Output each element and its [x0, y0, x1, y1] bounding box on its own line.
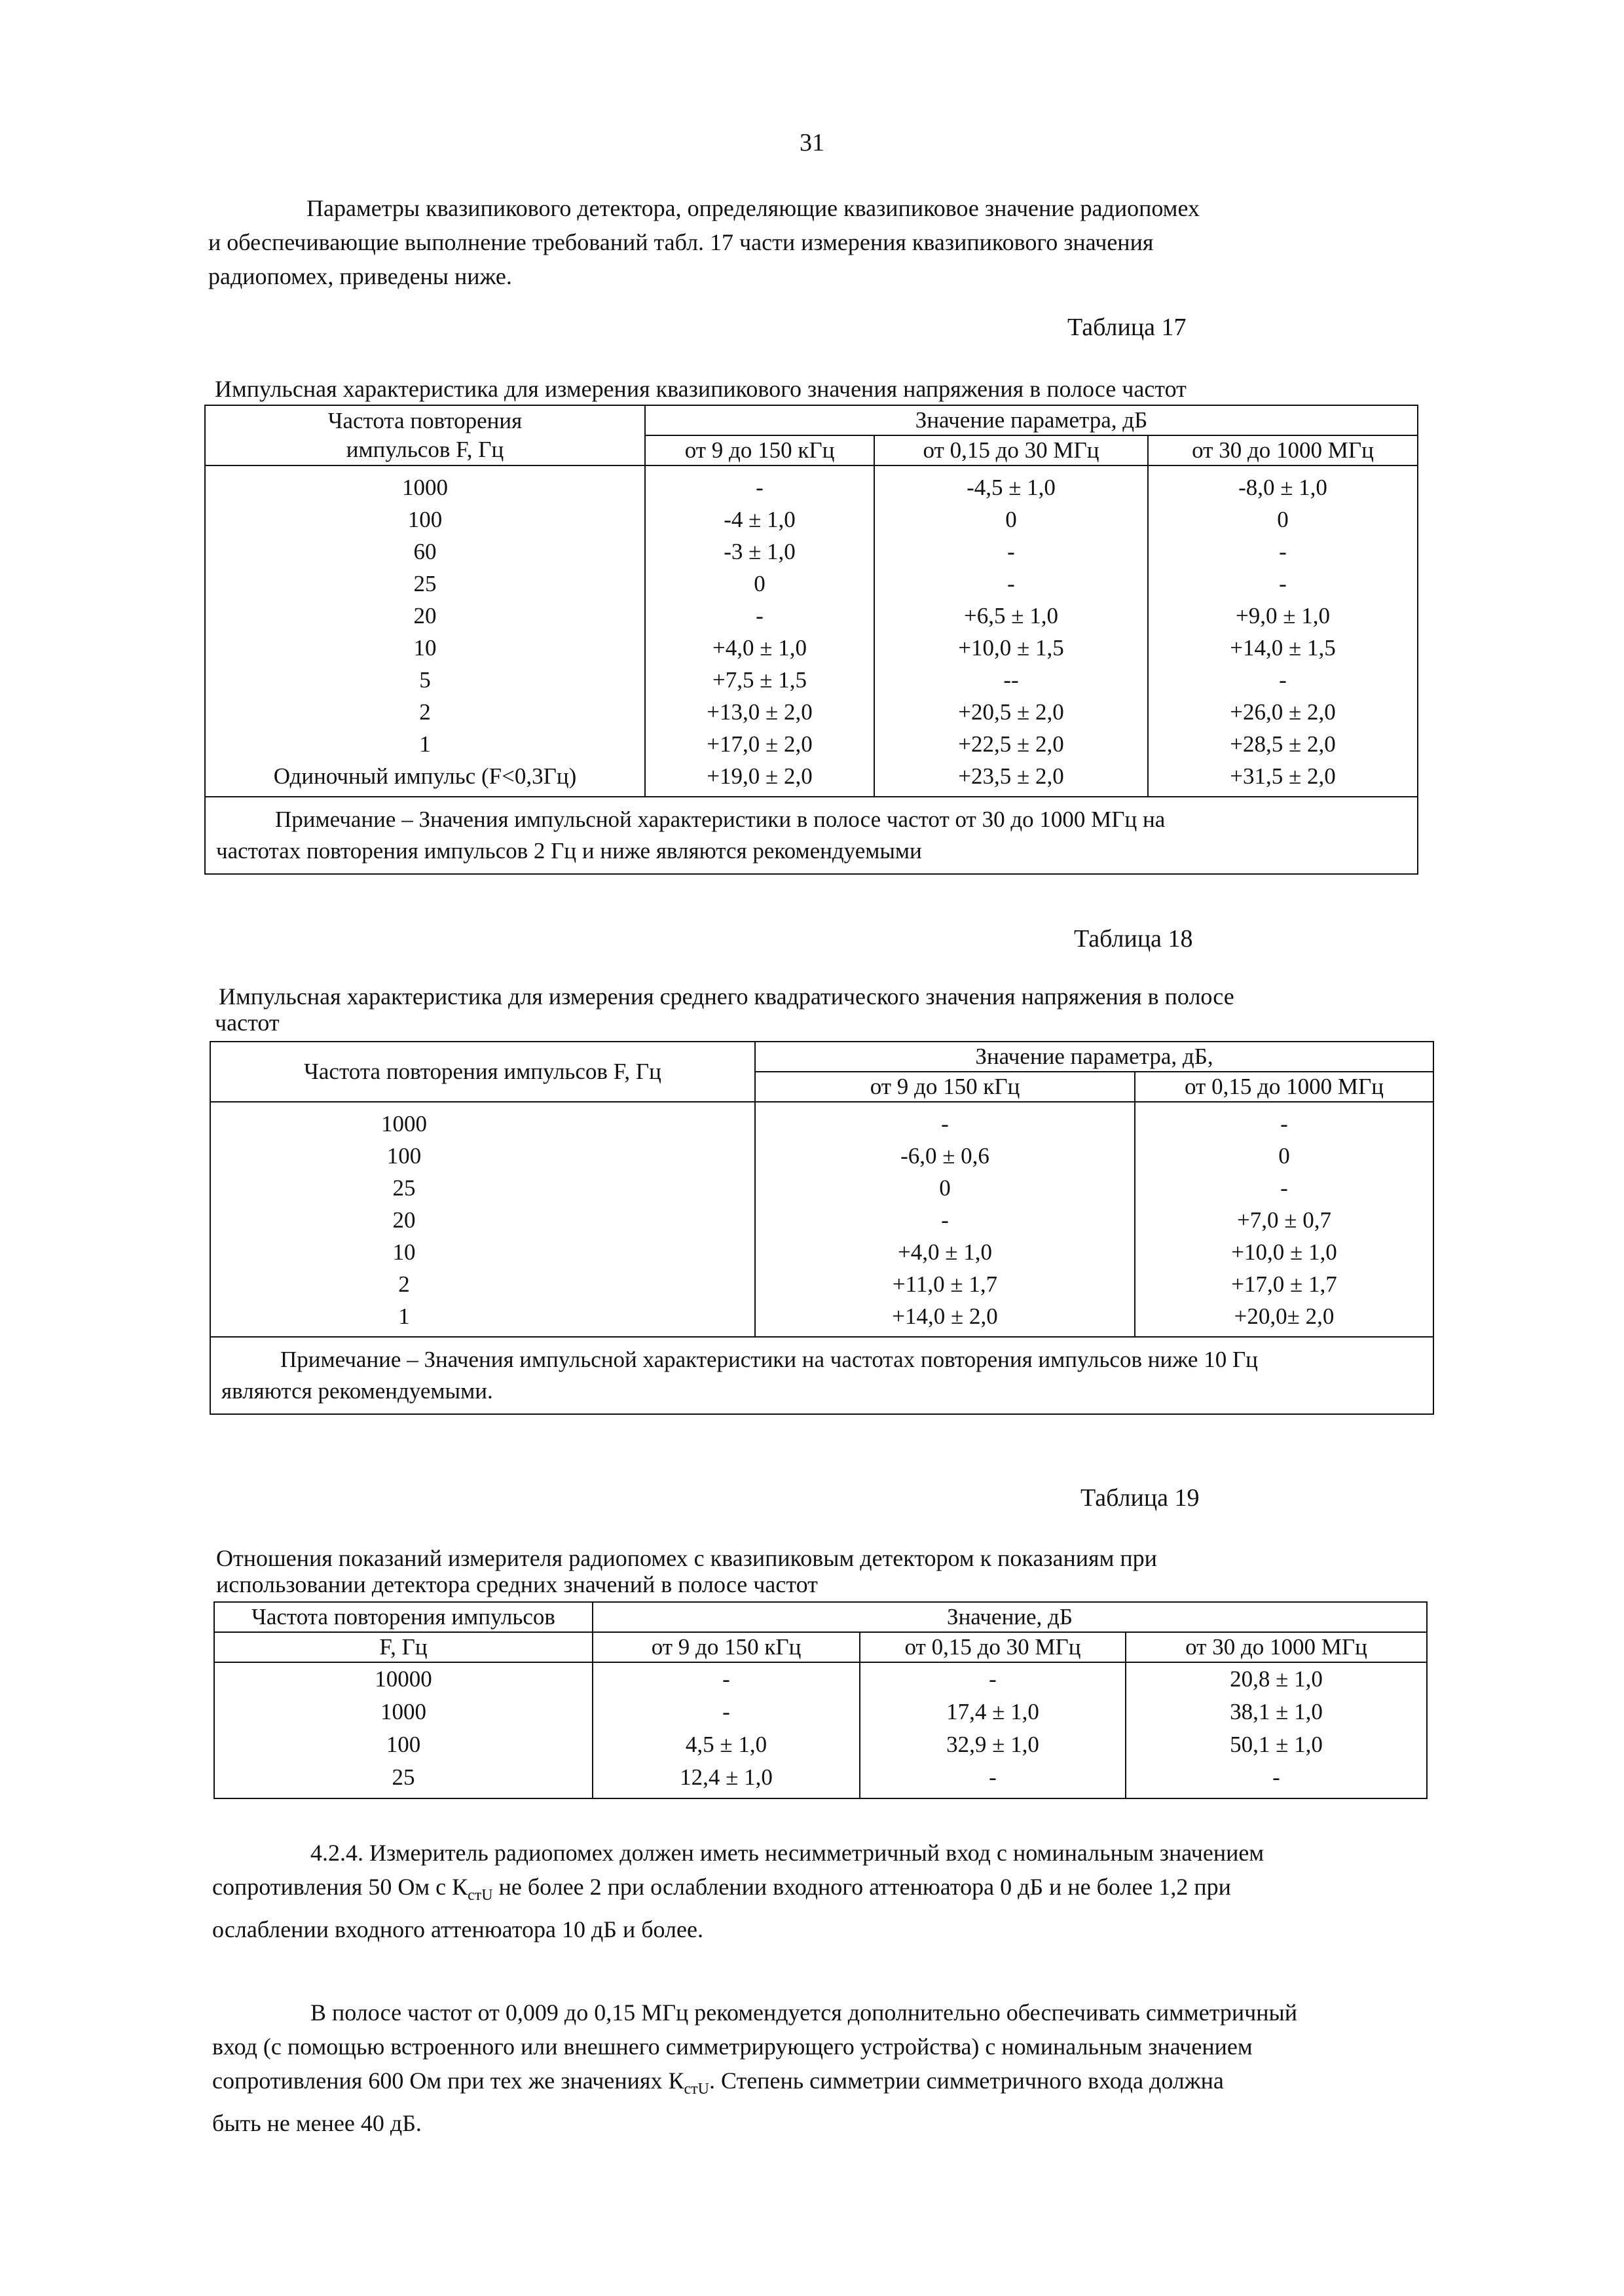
table18-header-value: Значение параметра, дБ,: [755, 1042, 1433, 1072]
table-cell: +9,0 ± 1,0: [1236, 603, 1330, 629]
table17-note: Примечание – Значения импульсной характеристики в полосе частот от 30 до 1000 МГц на частотах повторения импульсов 2 Гц и ниже являются рекомендуемыми: [205, 797, 1418, 874]
table19-header-freq: Частота повторения импульсов: [214, 1602, 593, 1632]
paragraph-line: быть не менее 40 дБ.: [212, 2110, 422, 2137]
paragraph-line: сопротивления 600 Ом при тех же значениях $К_{стU}$. Степень симметрии симметричного входа должна: [212, 2068, 1224, 2098]
table-cell: -3 ± 1,0: [724, 539, 796, 564]
table-cell: 100: [386, 1143, 422, 1169]
table19-caption: Таблица 19: [1080, 1484, 1200, 1512]
table19-col-header: от 30 до 1000 МГц: [1126, 1632, 1427, 1662]
table-cell: -: [1279, 667, 1287, 693]
table-cell: +11,0 ± 1,7: [892, 1271, 998, 1297]
table-cell: 10000: [375, 1666, 432, 1692]
table-cell: -: [1272, 1764, 1280, 1790]
table19-freq-column: [214, 1662, 593, 1798]
table-cell: +14,0 ± 1,5: [1230, 635, 1336, 661]
table-cell: -: [941, 1111, 949, 1137]
table17-header-freq: Частота повторения импульсов F, Гц: [205, 405, 645, 465]
table17-body: [205, 465, 1418, 797]
table-cell: +17,0 ± 2,0: [707, 731, 813, 757]
table-cell: 1000: [402, 475, 448, 500]
paragraph-4-2-4: [212, 1836, 1424, 1946]
table-cell: 17,4 ± 1,0: [946, 1699, 1039, 1724]
table19-col-header: от 9 до 150 кГц: [593, 1632, 860, 1662]
table-cell: +7,5 ± 1,5: [712, 667, 807, 693]
table18-col2-values: [1135, 1102, 1433, 1337]
table-cell: 0: [1005, 507, 1017, 532]
table-cell: +7,0 ± 0,7: [1237, 1207, 1331, 1233]
table-cell: -: [722, 1699, 730, 1724]
table18-header-freq: Частота повторения импульсов F, Гц: [210, 1042, 755, 1102]
table19-header-value: Значение, дБ: [593, 1602, 1427, 1632]
table-cell: -: [989, 1666, 997, 1692]
table-cell: -: [1007, 539, 1015, 564]
table-cell: +6,5 ± 1,0: [964, 603, 1058, 629]
table-cell: 12,4 ± 1,0: [680, 1764, 773, 1790]
table-cell: -: [1280, 1111, 1288, 1137]
table-cell: 20: [413, 603, 437, 629]
table17-col-header: от 9 до 150 кГц: [645, 435, 874, 465]
table18-freq-column: [210, 1102, 755, 1337]
table19-header-freq-unit: F, Гц: [214, 1632, 593, 1662]
table-cell: +17,0 ± 1,7: [1231, 1271, 1337, 1297]
table-cell: 0: [939, 1175, 951, 1201]
paragraph-line: ослаблении входного аттенюатора 10 дБ и более.: [212, 1916, 703, 1943]
table19-title: Отношения показаний измерителя радиопомех с квазипиковым детектором к показаниям при использовании детектора средних значений в полосе частот: [216, 1545, 1157, 1597]
table18-title: Импульсная характеристика для измерения среднего квадратического значения напряжения в полосе частот: [215, 983, 1234, 1036]
table-cell: 50,1 ± 1,0: [1230, 1732, 1323, 1757]
paragraph-symmetric-input: [212, 1995, 1424, 2140]
table18-caption: Таблица 18: [1074, 925, 1193, 953]
table19: [213, 1601, 1428, 1799]
table-cell: -: [722, 1666, 730, 1692]
table19-col3-values: [1126, 1662, 1427, 1798]
table-cell: 0: [754, 571, 766, 596]
table17-col-header: от 30 до 1000 МГц: [1148, 435, 1418, 465]
table-cell: 20,8 ± 1,0: [1230, 1666, 1323, 1692]
table-cell: -: [1279, 539, 1287, 564]
table-cell: -: [756, 475, 764, 500]
paragraph-line: 4.2.4. Измеритель радиопомех должен иметь несимметричный вход с номинальным значением: [310, 1840, 1264, 1866]
table17-caption: Таблица 17: [1067, 314, 1187, 341]
intro-line: радиопомех, приведены ниже.: [208, 263, 512, 289]
table-cell: +4,0 ± 1,0: [712, 635, 807, 661]
table19-col1-values: [593, 1662, 860, 1798]
table-cell: 1000: [380, 1699, 426, 1724]
table-cell: -4 ± 1,0: [724, 507, 796, 532]
table-cell: 32,9 ± 1,0: [946, 1732, 1039, 1757]
table17-col-header: от 0,15 до 30 МГц: [874, 435, 1148, 465]
intro-paragraph: [208, 191, 1420, 293]
table-cell: +10,0 ± 1,5: [958, 635, 1064, 661]
table-cell: -6,0 ± 0,6: [900, 1143, 989, 1169]
table-cell: 100: [386, 1732, 421, 1757]
table-cell: 2: [398, 1271, 410, 1297]
table17-col2-values: [874, 465, 1148, 797]
table-cell: 5: [419, 667, 431, 693]
table18-col-header: от 9 до 150 кГц: [755, 1072, 1135, 1102]
paragraph-line: сопротивления 50 Ом с $К_{стU}$ не более 2 при ослаблении входного аттенюатора 0 дБ и не более 1,2 при: [212, 1874, 1231, 1904]
table-cell: +28,5 ± 2,0: [1230, 731, 1336, 757]
table-cell: -4,5 ± 1,0: [967, 475, 1056, 500]
table-cell: 0: [1278, 1143, 1290, 1169]
table-cell: Одиночный импульс (F<0,3Гц): [273, 763, 577, 789]
table-cell: -: [1280, 1175, 1288, 1201]
table-cell: --: [1003, 667, 1019, 693]
table18-note: Примечание – Значения импульсной характеристики на частотах повторения импульсов ниже 10 Гц являются рекомендуемыми.: [210, 1337, 1433, 1414]
table17-col1-values: [645, 465, 874, 797]
table-cell: 25: [413, 571, 437, 596]
table19-body: [214, 1662, 1427, 1798]
table-cell: +22,5 ± 2,0: [958, 731, 1064, 757]
table-cell: 0: [1277, 507, 1289, 532]
table-cell: -: [1007, 571, 1015, 596]
table-cell: 1: [419, 731, 431, 757]
table-cell: 10: [413, 635, 437, 661]
table-cell: 100: [407, 507, 443, 532]
table17-col3-values: [1148, 465, 1418, 797]
table-cell: 1: [398, 1303, 410, 1329]
table18-col-header: от 0,15 до 1000 МГц: [1135, 1072, 1433, 1102]
table-cell: 38,1 ± 1,0: [1230, 1699, 1323, 1724]
table-cell: -8,0 ± 1,0: [1238, 475, 1327, 500]
intro-line: и обеспечивающие выполнение требований табл. 17 части измерения квазипикового значения: [208, 229, 1154, 255]
table-cell: 1000: [381, 1111, 427, 1137]
table-cell: 60: [413, 539, 437, 564]
table-cell: +31,5 ± 2,0: [1230, 763, 1336, 789]
table17-title: Импульсная характеристика для измерения квазипикового значения напряжения в полосе частот: [215, 376, 1187, 402]
table19-col2-values: [860, 1662, 1126, 1798]
table-cell: -: [756, 603, 764, 629]
table-cell: +14,0 ± 2,0: [892, 1303, 998, 1329]
table-cell: +13,0 ± 2,0: [707, 699, 813, 725]
table-cell: -: [1279, 571, 1287, 596]
table18-col1-values: [755, 1102, 1135, 1337]
table-cell: 20: [392, 1207, 416, 1233]
table-cell: 25: [392, 1175, 416, 1201]
intro-line: Параметры квазипикового детектора, определяющие квазипиковое значение радиопомех: [306, 195, 1200, 221]
table-cell: -: [989, 1764, 997, 1790]
page-number: 31: [800, 129, 824, 156]
table-cell: +20,5 ± 2,0: [958, 699, 1064, 725]
paragraph-line: вход (с помощью встроенного или внешнего симметрирующего устройства) с номинальным значением: [212, 2033, 1253, 2060]
table-cell: +4,0 ± 1,0: [898, 1239, 992, 1265]
paragraph-line: В полосе частот от 0,009 до 0,15 МГц рекомендуется дополнительно обеспечивать симметричный: [310, 1999, 1297, 2026]
table18-body: [210, 1102, 1433, 1337]
table17-header-value: Значение параметра, дБ: [645, 405, 1418, 435]
table18: [210, 1041, 1434, 1415]
table-cell: +23,5 ± 2,0: [958, 763, 1064, 789]
table17-freq-column: [205, 465, 645, 797]
table19-col-header: от 0,15 до 30 МГц: [860, 1632, 1126, 1662]
table-cell: 25: [392, 1764, 415, 1790]
table-cell: +19,0 ± 2,0: [707, 763, 813, 789]
table-cell: +20,0± 2,0: [1234, 1303, 1335, 1329]
table17: [204, 405, 1418, 875]
table-cell: 10: [392, 1239, 416, 1265]
table-cell: 4,5 ± 1,0: [685, 1732, 767, 1757]
table-cell: +10,0 ± 1,0: [1231, 1239, 1337, 1265]
table-cell: 2: [419, 699, 431, 725]
table-cell: +26,0 ± 2,0: [1230, 699, 1336, 725]
table-cell: -: [941, 1207, 949, 1233]
